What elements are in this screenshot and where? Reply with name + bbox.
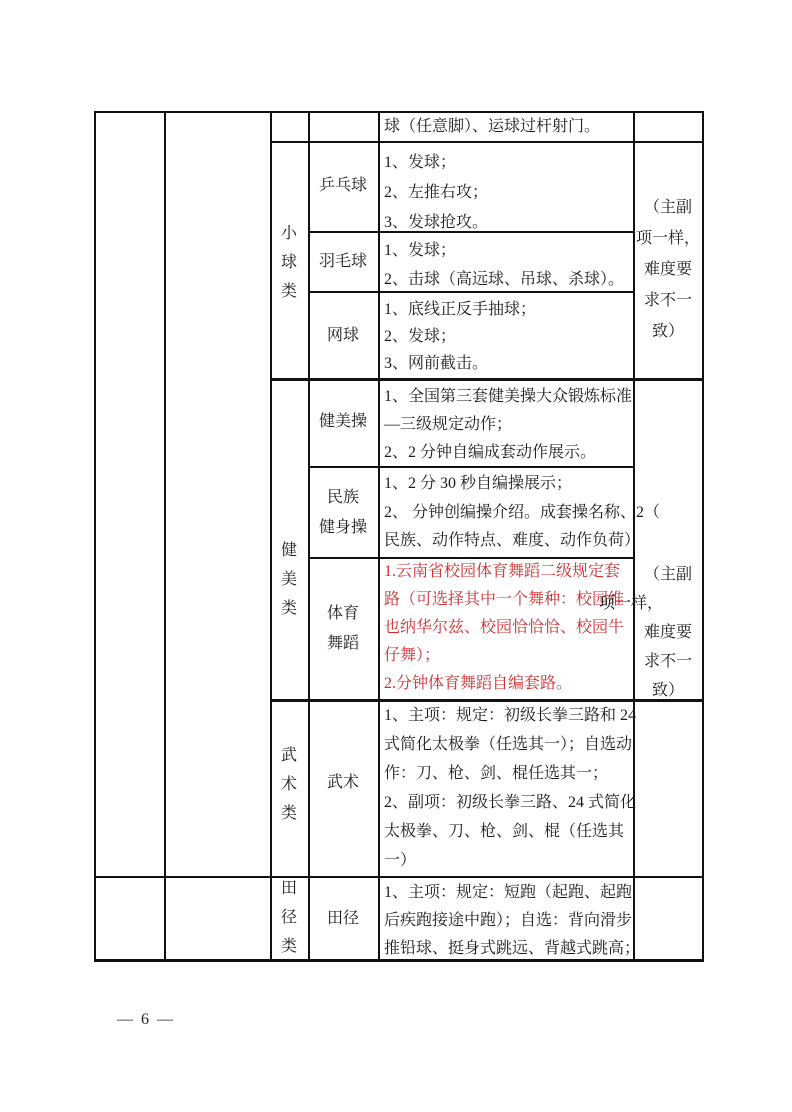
content-cell-wushu: 1、主项：规定：初级长拳三路和 24 式简化太极拳（任选其一）；自选动 作：刀、枪、剑、棍任选其一； 2、副项：初级长拳三路、24 式简化 太极拳、刀、枪、剑、棍（任选其 一）	[384, 707, 637, 869]
content-cell-tennis: 1、底线正反手抽球； 2、发球； 3、网前截击。	[384, 301, 537, 372]
category-cell-track-field: 田 径 类	[280, 880, 297, 955]
content-cell-sports-dance: 1.云南省校园体育舞蹈二级规定套 路（可选择其中一个舞种：校园维 也纳华尔兹、校园恰恰恰、校园牛 仔舞）； 2.分钟体育舞蹈自编套路。	[384, 563, 625, 692]
content-cell-badminton: 1、发球； 2、击球（高远球、吊球、杀球）。	[384, 242, 625, 288]
note-line: 难度要	[643, 261, 692, 278]
table-row-divider	[270, 141, 704, 143]
note-line: （主副	[643, 566, 692, 583]
item-cell-ethnic-fitness: 民族 健身操	[318, 489, 367, 536]
note-line: 求不一	[643, 292, 692, 309]
category-cell-small-ball: 小 球 类	[280, 225, 297, 300]
note-cell-small-ball	[633, 192, 703, 347]
category-cell-martial-arts: 武 术 类	[280, 747, 297, 822]
item-cell-sports-dance: 体育 舞蹈	[326, 605, 359, 652]
note-line: 致）	[651, 323, 684, 340]
note-line: 致）	[651, 682, 684, 699]
content-cell-pingpong: 1、发球； 2、左推右攻； 3、发球抢攻。	[384, 154, 489, 231]
table-column-divider	[164, 111, 166, 961]
content-cell-carryover: 球（任意脚）、运球过杆射门。	[384, 118, 601, 135]
item-cell-wushu: 武术	[326, 774, 359, 791]
note-line: 求不一	[643, 653, 692, 670]
note-line-overflow: 项一样，	[598, 595, 663, 612]
note-line: 难度要	[643, 624, 692, 641]
table-border-left	[94, 111, 96, 961]
category-cell-aesthetics: 健 美 类	[280, 542, 297, 617]
item-cell-athletics: 田径	[326, 910, 359, 927]
item-cell-aerobics: 健美操	[318, 413, 367, 430]
table-section-divider	[270, 378, 704, 381]
item-cell-tennis: 网球	[326, 327, 359, 344]
note-line: 项一样，	[635, 230, 700, 247]
note-cell-aesthetics	[598, 560, 703, 705]
table-column-divider	[378, 111, 380, 961]
content-cell-athletics: 1、主项：规定：短跑（起跑、起跑 后疾跑接途中跑）；自选：背向滑步 推铅球、挺身式跳远、背越式跳高；	[384, 884, 641, 957]
item-cell-badminton: 羽毛球	[318, 253, 367, 270]
page-number: — 6 —	[117, 1011, 175, 1028]
table-row-divider	[94, 876, 704, 878]
content-cell-ethnic-fitness: 1、2 分 30 秒自编操展示； 2、 分钟创编操介绍。成套操名称、2（ 民族、动作特点、难度、动作负荷）	[384, 475, 661, 549]
item-cell-pingpong: 乒乓球	[318, 177, 367, 194]
note-line: （主副	[643, 199, 692, 216]
content-cell-aerobics: 1、全国第三套健美操大众锻炼标准 —三级规定动作； 2、2 分钟自编成套动作展示。	[384, 388, 633, 461]
